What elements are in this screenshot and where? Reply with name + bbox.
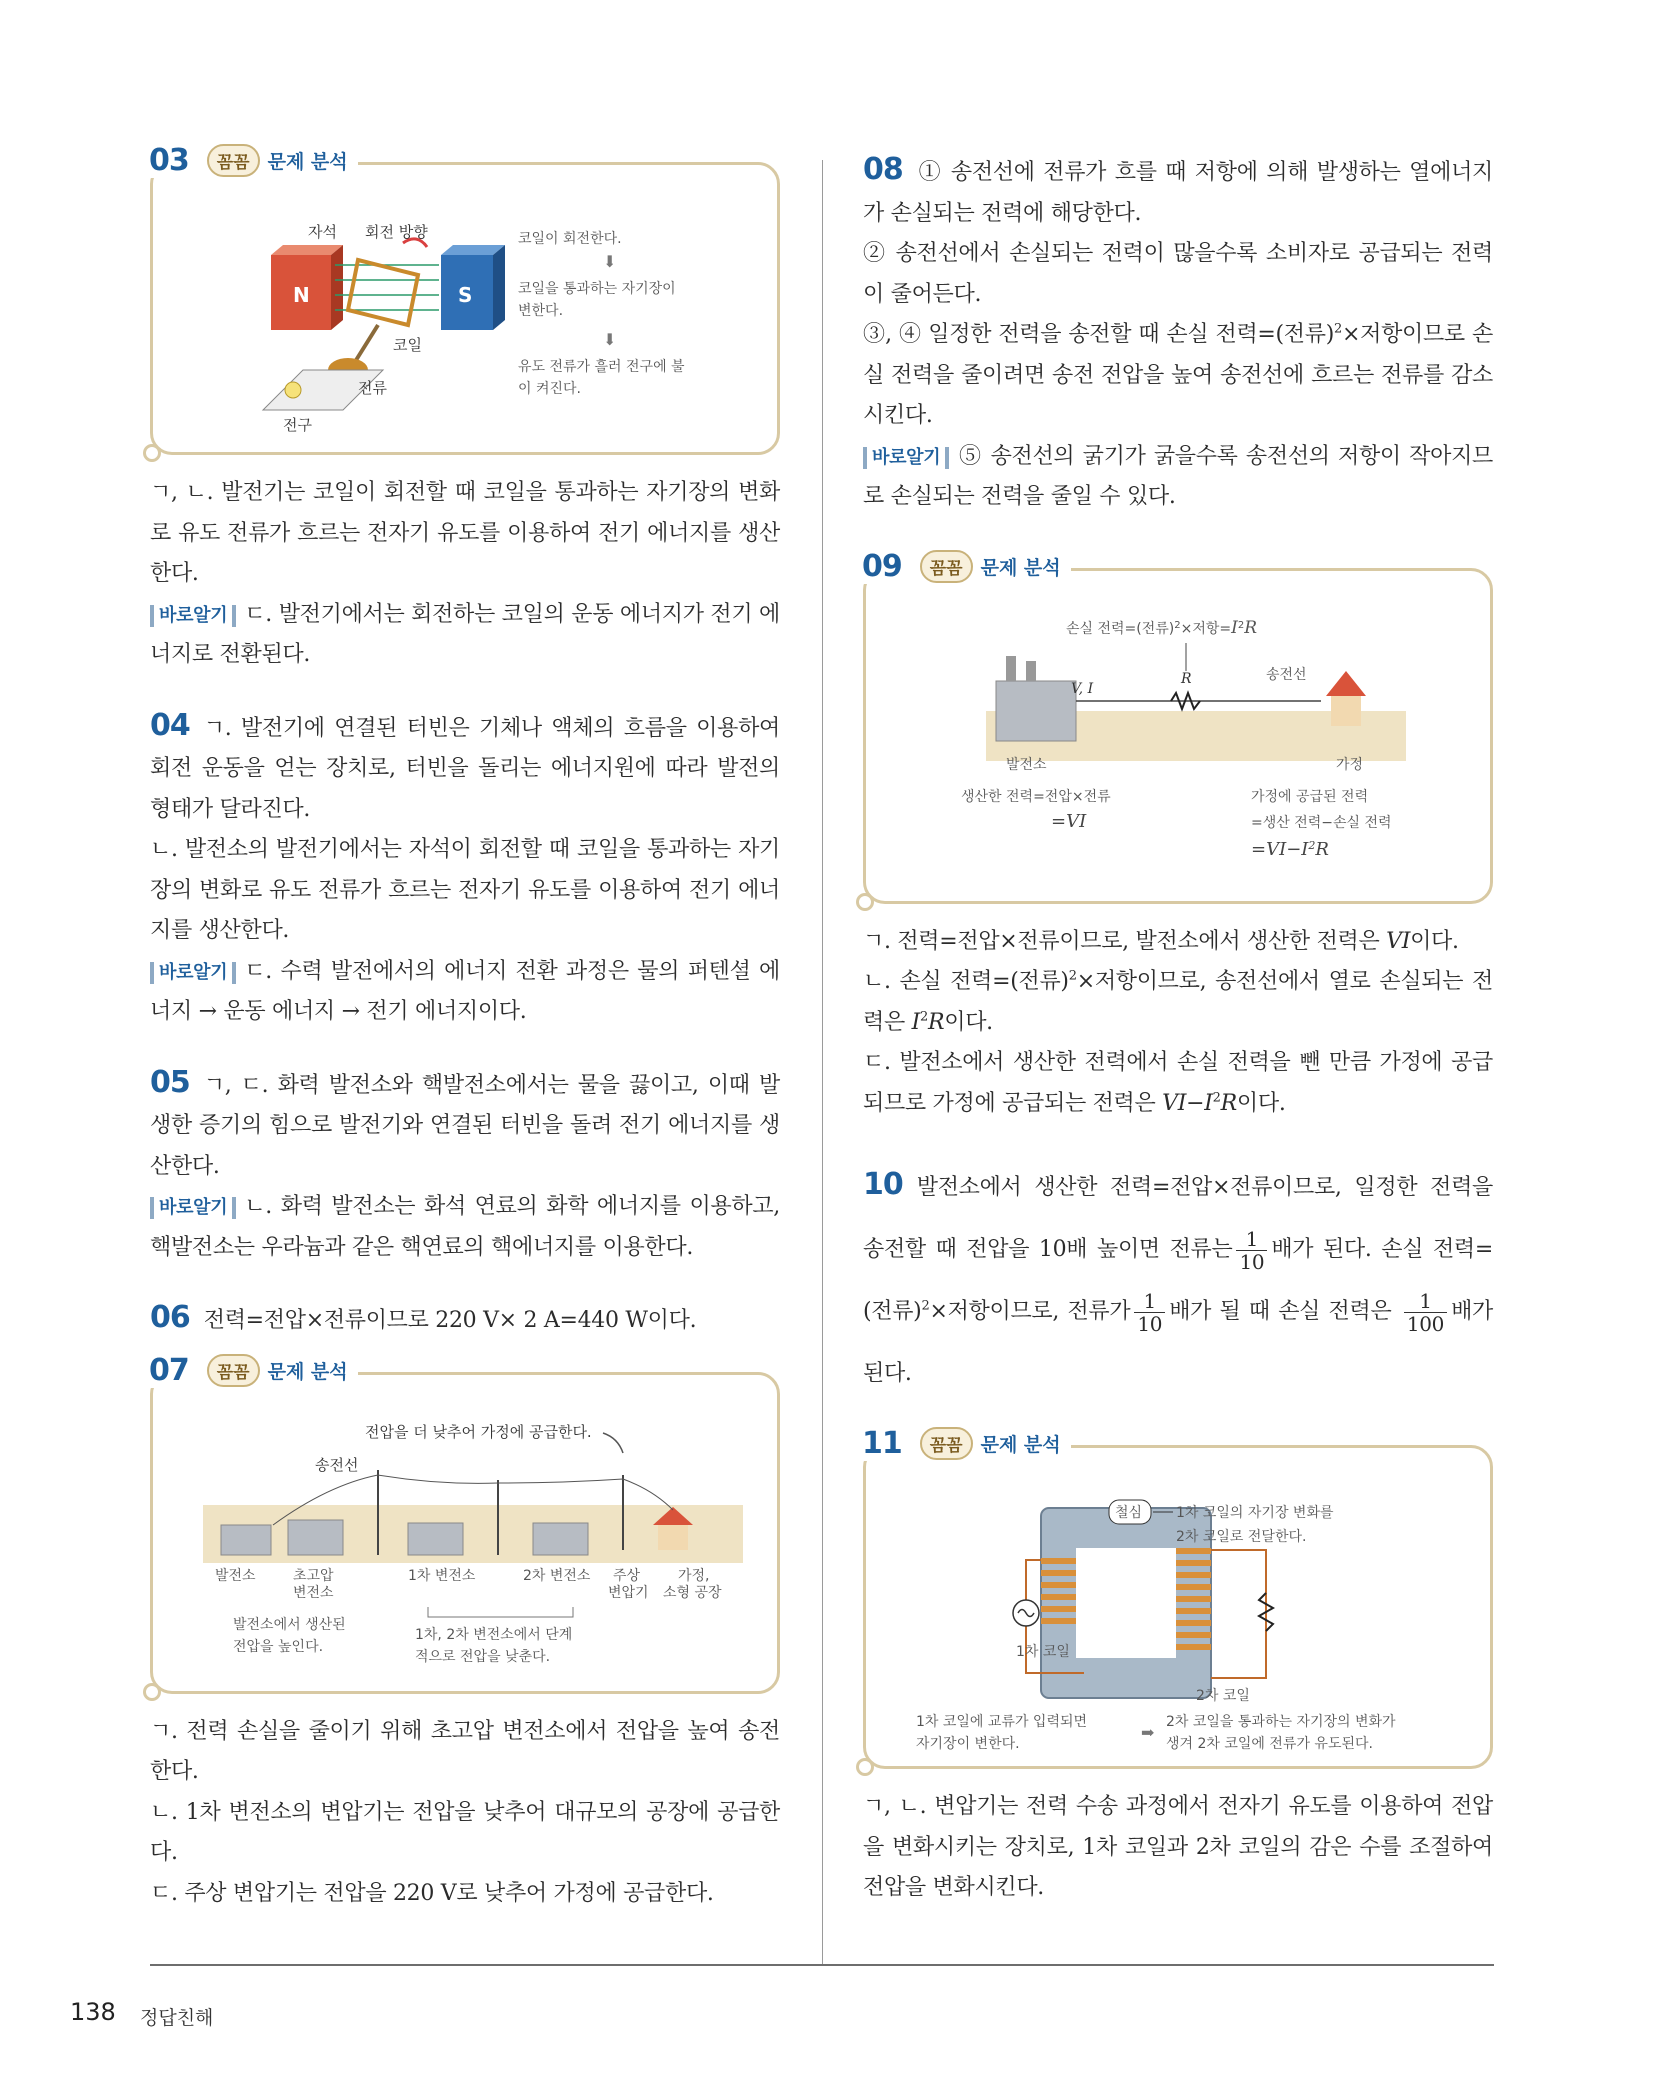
magnet-label: 자석 [308,223,337,241]
question-number: 10 [863,1167,903,1202]
box-dot [143,1683,161,1701]
transformer-diagram [866,1448,1490,1760]
station-pole: 주상 [613,1567,641,1584]
answer-05: 05 ㄱ, ㄷ. 화력 발전소와 핵발전소에서는 물을 끓이고, 이때 발생한 증기의 힘으로 발전기와 연결된 터빈을 돌려 전기 에너지를 생산한다. 바로알기 ㄴ. 화력 발전소는 화석 연료의 화학 에너지를 이용하고, 핵발전소는 우라늄과 같은 핵연료의 핵에너지를 이용한다. [150,1064,780,1260]
box-tag: 꼼꼼 [920,550,973,583]
question-number: 09 [862,548,902,584]
generator-diagram [153,165,777,446]
note-2: 1차, 2차 변전소에서 단계 [415,1626,573,1643]
vi-label: V, I [1071,680,1094,697]
secondary-coil-label: 2차 코일 [1196,1688,1250,1704]
svg-text:손실 전력=(전류)2×저항=I2R: 손실 전력=(전류)$^2$×저항$=I^2R$ [1066,617,1258,638]
supplied-power: 가정에 공급된 전력 [1251,788,1369,805]
left-column [149,143,780,1944]
produced-power: 생산한 전력=전압×전류 [961,788,1111,805]
question-number: 07 [149,1352,189,1388]
footer-rule [150,1964,1494,1966]
down-arrow-icon: ⬇ [603,330,617,349]
right-arrow-icon: ➡ [1141,1723,1155,1742]
bulb-icon [285,382,301,398]
answer-text: ㄱ, ㄴ. 발전기는 코일이 회전할 때 코일을 통과하는 자기장의 변화로 유도 전류가 흐르는 전자기 유도를 이용하여 전기 에너지를 생산한다. [150,480,780,586]
box-dot [856,1758,874,1776]
coil-shape [348,260,418,325]
check-text: 바로알기 ㄷ. 발전기에서는 회전하는 코일의 운동 에너지가 전기 에너지로 전환된다. [150,601,780,667]
core-label: 철심 [1115,1505,1143,1521]
power-loss-diagram [866,571,1490,895]
analysis-box-03 [149,143,780,455]
bracket [428,1607,573,1617]
answer-11 [862,1426,1493,1909]
analysis-box-09 [862,548,1493,904]
answer-09: 09 꼼꼼 문제 분석 손실 전력=(전류)$^2$×저항$=I^2R$ V, I R 송전선 발전소 가정 생산한 전력=전압×전류 =VI 가정에 공급된 전력 =생산 전력−손실 전력 $=VI-I^2R$ ㄱ. 전력=전압×전류이므로, 발전소에서 생산한 전력은 VI이다. ㄴ. 손실 전력=(전류)$^2$×저항이므로, 송전선에서 열로 손실되는 전력은 $I^2R$이다. ㄷ. 발전소에서 생산한 전력에서 손실 전력을 뺀 만큼 가정에 공급되므로 가정에 공급되는 전력은 $VI-I^2R$이다. [863,568,1493,1125]
question-number: 03 [149,143,189,178]
question-number: 11 [862,1426,902,1461]
power-plant-icon [996,681,1076,741]
answer-text: ㄱ, ㄴ. 변압기는 전력 수송 과정에서 전자기 유도를 이용하여 전압을 변화시키는 장치로, 1차 코일과 2차 코일의 감은 수를 조절하여 전압을 변화시킨다. [863,1794,1493,1900]
answer-text: ㄱ. 전력 손실을 줄이기 위해 초고압 변전소에서 전압을 높여 송전한다. [150,1718,780,1784]
box-title: 문제 분석 [267,151,348,173]
fraction: $\frac{1}{100}$ [1404,1290,1447,1335]
fraction: $\frac{1}{10}$ [1236,1228,1267,1273]
line-label: 송전선 [315,1455,359,1474]
power-transmission-diagram [153,1375,777,1685]
station-first: 1차 변전소 [408,1567,476,1584]
question-number: 05 [150,1064,190,1100]
box-tag: 꼼꼼 [207,1354,260,1387]
box-tag: 꼼꼼 [207,144,260,177]
right-column [863,150,1493,1939]
answer-10: 10 발전소에서 생산한 전력=전압×전류이므로, 일정한 전력을 송전할 때 전압을 10배 높이면 전류는 $\frac{1}{10}$ 배가 된다. 손실 전력=(전류)$^2$×저항이므로, 전류가 $\frac{1}{10}$ 배가 될 때 손실 전력은 $\frac{1}{100}$ 배가 된다. [863,1167,1494,1386]
page-title: 정답친해 [140,2007,214,2029]
station-uhv-2: 변전소 [293,1584,334,1601]
analysis-box-07 [149,1352,780,1694]
station-home-2: 소형 공장 [663,1584,722,1601]
answer-04: 04 ㄱ. 발전기에 연결된 터빈은 기체나 액체의 흐름을 이용하여 회전 운동을 얻는 장치로, 터빈을 돌리는 에너지원에 따라 발전의 형태가 달라진다. ㄴ. 발전소의 발전기에서는 자석이 회전할 때 코일을 통과하는 자기장의 변화로 유도 전류가 흐르는 전자기 유도를 이용하여 전기 에너지를 생산한다. 바로알기 ㄷ. 수력 발전에서의 에너지 전환 과정은 물의 퍼텐셜 에너지 → 운동 에너지 → 전기 에너지이다. [150,707,780,1024]
secondary-coil [1176,1548,1211,1650]
note-1b: 자기장이 변한다. [916,1736,1020,1752]
answer-08: 08 ① 송전선에 전류가 흐를 때 저항에 의해 발생하는 열에너지가 손실되는 전력에 해당한다. ② 송전선에서 손실되는 전력이 많을수록 소비자로 공급되는 전력이 줄어든다. ③, ④ 일정한 전력을 송전할 때 손실 전력=(전류)$^2$×저항이므로 손실 전력을 줄이려면 송전 전압을 높여 송전선에 흐르는 전류를 감소시킨다. 바로알기 ⑤ 송전선의 굵기가 굵을수록 송전선의 저항이 작아지므로 손실되는 전력을 줄일 수 있다. [863,152,1493,509]
box-title: 문제 분석 [980,556,1061,579]
answer-text: ㄴ. 발전소의 발전기에서는 자석이 회전할 때 코일을 통과하는 자기장의 변화로 유도 전류가 흐르는 전자기 유도를 이용하여 전기 에너지를 생산한다. [150,837,780,943]
station-uhv: 초고압 [293,1567,334,1584]
check-tag: 바로알기 [150,1197,236,1219]
station-pole-2: 변압기 [608,1584,649,1601]
check-tag: 바로알기 [863,447,949,469]
note-1: 발전소에서 생산된 [233,1616,346,1633]
answer-06: 06 전력=전압×전류이므로 220 V× 2 A=440 W이다. [150,1300,697,1335]
top-note: 전압을 더 낮추어 가정에 공급한다. [365,1422,592,1441]
question-number: 04 [150,707,190,743]
plant-label: 발전소 [1006,756,1047,773]
primary-coil-label: 1차 코일 [1016,1644,1070,1660]
note-1b: 전압을 높인다. [233,1638,324,1655]
answer-03 [149,143,780,676]
flow-step-2b: 변한다. [518,303,564,319]
note-1: 1차 코일에 교류가 입력되면 [916,1714,1088,1730]
question-number: 06 [150,1300,190,1335]
answer-text: ② 송전선에서 손실되는 전력이 많을수록 소비자로 공급되는 전력이 줄어든다. [863,241,1493,307]
note-2b: 생겨 2차 코일에 전류가 유도된다. [1166,1736,1373,1752]
check-tag: 바로알기 [150,962,236,984]
supplied-power-eq: =생산 전력−손실 전력 [1251,814,1392,831]
fraction: $\frac{1}{10}$ [1134,1290,1165,1335]
box-dot [856,893,874,911]
flow-step-3: 유도 전류가 흘러 전구에 불 [518,359,685,375]
station-home: 가정, [678,1567,710,1584]
home-label: 가정 [1336,756,1364,773]
bulb-label: 전구 [283,416,312,434]
column-divider [822,160,823,1965]
produced-power-eq: =VI [1051,810,1087,832]
box-dot [143,444,161,462]
note-2: 2차 코일을 통과하는 자기장의 변화가 [1166,1714,1396,1730]
current-label: 전류 [358,379,387,397]
core-note-2: 2차 코일로 전달한다. [1176,1529,1307,1545]
r-label: R [1181,670,1192,687]
analysis-box-11 [862,1426,1493,1769]
flow-step-2: 코일을 통과하는 자기장이 [518,281,676,297]
answer-text: ㄷ. 주상 변압기는 전압을 220 V로 낮추어 가정에 공급한다. [150,1880,714,1906]
answer-07 [149,1352,780,1915]
n-pole-label: N [293,283,310,307]
station-plant: 발전소 [215,1567,256,1584]
check-tag: 바로알기 [150,605,236,627]
core-note: 1차 코일의 자기장 변화를 [1176,1505,1334,1521]
box-title: 문제 분석 [980,1434,1061,1456]
rotation-label: 회전 방향 [365,223,428,241]
flow-step-1: 코일이 회전한다. [518,231,622,247]
s-pole-label: S [458,283,473,307]
question-number: 08 [863,152,903,187]
down-arrow-icon: ⬇ [603,252,617,271]
coil-label: 코일 [393,336,422,354]
station-second: 2차 변전소 [523,1567,591,1584]
box-tag: 꼼꼼 [920,1427,973,1460]
line-label: 송전선 [1266,666,1307,683]
svg-text:=VI−I2R: $=VI-I^2R$ [1251,838,1329,860]
flow-step-3b: 이 켜진다. [518,381,581,397]
page-number: 138 [70,1998,116,2026]
box-title: 문제 분석 [267,1360,348,1383]
answer-text: ㄴ. 1차 변전소의 변압기는 전압을 낮추어 대규모의 공장에 공급한다. [150,1799,780,1865]
house-icon [1326,671,1366,696]
note-2b: 적으로 전압을 낮춘다. [415,1648,551,1665]
